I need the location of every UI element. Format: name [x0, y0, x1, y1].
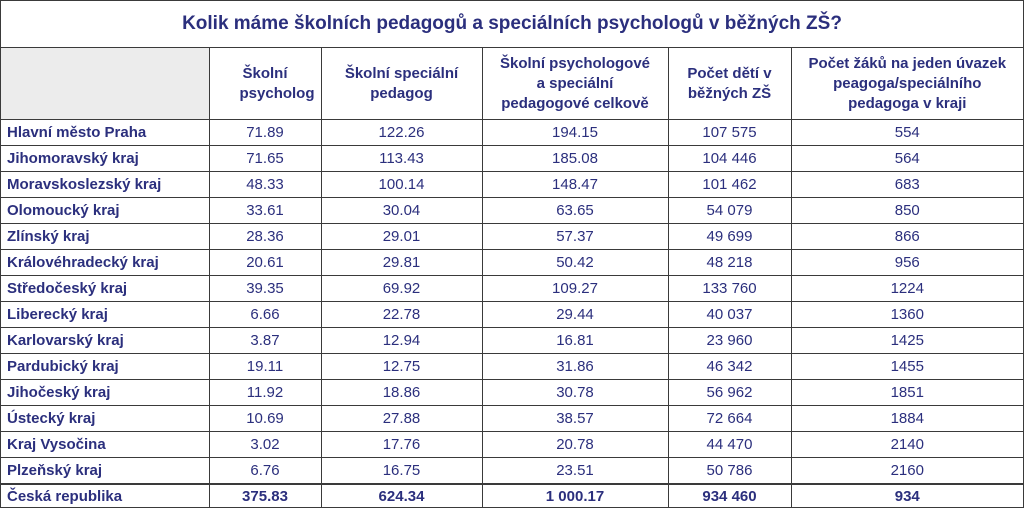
cell-celkove: 30.78: [482, 380, 668, 406]
cell-specialni-pedagog: 29.81: [321, 250, 482, 276]
cell-skolni-psycholog: 3.02: [209, 432, 321, 458]
cell-specialni-pedagog: 22.78: [321, 302, 482, 328]
cell-celkove: 20.78: [482, 432, 668, 458]
cell-region: Moravskoslezský kraj: [1, 172, 209, 198]
cell-celkove: 185.08: [482, 146, 668, 172]
cell-skolni-psycholog: 6.76: [209, 458, 321, 485]
header-skolni-specialni-pedagog: Školní speciální pedagog: [321, 48, 482, 120]
table-row: [1, 172, 1023, 198]
cell-specialni-pedagog: 12.75: [321, 354, 482, 380]
total-cell-celkove: 1 000.17: [482, 484, 668, 508]
cell-zaku-na-uvazek: 2160: [791, 458, 1023, 485]
cell-zaku-na-uvazek: 554: [791, 120, 1023, 146]
cell-specialni-pedagog: 12.94: [321, 328, 482, 354]
table-row: [1, 328, 1023, 354]
header-pocet-deti: Počet dětí v běžných ZŠ: [668, 48, 791, 120]
total-cell-pocet-deti: 934 460: [668, 484, 791, 508]
cell-pocet-deti: 23 960: [668, 328, 791, 354]
cell-skolni-psycholog: 71.65: [209, 146, 321, 172]
cell-zaku-na-uvazek: 866: [791, 224, 1023, 250]
cell-celkove: 194.15: [482, 120, 668, 146]
cell-celkove: 57.37: [482, 224, 668, 250]
header-celkove: Školní psychologové a speciální pedagogové celkově: [482, 48, 668, 120]
cell-celkove: 29.44: [482, 302, 668, 328]
cell-skolni-psycholog: 6.66: [209, 302, 321, 328]
cell-zaku-na-uvazek: 956: [791, 250, 1023, 276]
cell-skolni-psycholog: 19.11: [209, 354, 321, 380]
cell-specialni-pedagog: 27.88: [321, 406, 482, 432]
cell-skolni-psycholog: 48.33: [209, 172, 321, 198]
cell-region: Olomoucký kraj: [1, 198, 209, 224]
cell-region: Zlínský kraj: [1, 224, 209, 250]
table-row: [1, 380, 1023, 406]
table-row: [1, 406, 1023, 432]
total-row: [1, 484, 1023, 508]
cell-zaku-na-uvazek: 1455: [791, 354, 1023, 380]
cell-region: Jihomoravský kraj: [1, 146, 209, 172]
cell-region: Plzeňský kraj: [1, 458, 209, 485]
table-title: Kolik máme školních pedagogů a speciálních psychologů v běžných ZŠ?: [1, 1, 1023, 48]
cell-zaku-na-uvazek: 850: [791, 198, 1023, 224]
cell-region: Karlovarský kraj: [1, 328, 209, 354]
cell-zaku-na-uvazek: 1360: [791, 302, 1023, 328]
cell-skolni-psycholog: 39.35: [209, 276, 321, 302]
cell-region: Liberecký kraj: [1, 302, 209, 328]
table-row: [1, 120, 1023, 146]
cell-specialni-pedagog: 16.75: [321, 458, 482, 485]
cell-pocet-deti: 44 470: [668, 432, 791, 458]
table-row: [1, 224, 1023, 250]
cell-pocet-deti: 46 342: [668, 354, 791, 380]
header-corner: [1, 48, 209, 120]
cell-region: Pardubický kraj: [1, 354, 209, 380]
cell-pocet-deti: 50 786: [668, 458, 791, 485]
header-skolni-psycholog: Školní psycholog: [209, 48, 321, 120]
cell-region: Jihočeský kraj: [1, 380, 209, 406]
cell-specialni-pedagog: 29.01: [321, 224, 482, 250]
cell-celkove: 50.42: [482, 250, 668, 276]
cell-pocet-deti: 48 218: [668, 250, 791, 276]
cell-zaku-na-uvazek: 683: [791, 172, 1023, 198]
cell-skolni-psycholog: 28.36: [209, 224, 321, 250]
cell-pocet-deti: 133 760: [668, 276, 791, 302]
cell-skolni-psycholog: 3.87: [209, 328, 321, 354]
cell-zaku-na-uvazek: 1425: [791, 328, 1023, 354]
table-row: [1, 198, 1023, 224]
cell-skolni-psycholog: 33.61: [209, 198, 321, 224]
cell-specialni-pedagog: 30.04: [321, 198, 482, 224]
cell-pocet-deti: 107 575: [668, 120, 791, 146]
table-body: [1, 120, 1023, 508]
total-cell-specialni-pedagog: 624.34: [321, 484, 482, 508]
cell-skolni-psycholog: 71.89: [209, 120, 321, 146]
cell-zaku-na-uvazek: 1884: [791, 406, 1023, 432]
cell-pocet-deti: 49 699: [668, 224, 791, 250]
cell-pocet-deti: 54 079: [668, 198, 791, 224]
cell-celkove: 31.86: [482, 354, 668, 380]
cell-specialni-pedagog: 122.26: [321, 120, 482, 146]
cell-region: Ústecký kraj: [1, 406, 209, 432]
cell-zaku-na-uvazek: 564: [791, 146, 1023, 172]
cell-celkove: 38.57: [482, 406, 668, 432]
cell-region: Královéhradecký kraj: [1, 250, 209, 276]
cell-specialni-pedagog: 69.92: [321, 276, 482, 302]
header-row: [1, 48, 1023, 120]
cell-region: Hlavní město Praha: [1, 120, 209, 146]
cell-pocet-deti: 56 962: [668, 380, 791, 406]
cell-zaku-na-uvazek: 2140: [791, 432, 1023, 458]
cell-skolni-psycholog: 20.61: [209, 250, 321, 276]
table-row: [1, 458, 1023, 485]
cell-specialni-pedagog: 18.86: [321, 380, 482, 406]
cell-pocet-deti: 40 037: [668, 302, 791, 328]
cell-zaku-na-uvazek: 1224: [791, 276, 1023, 302]
total-cell-region: Česká republika: [1, 484, 209, 508]
cell-zaku-na-uvazek: 1851: [791, 380, 1023, 406]
table-row: [1, 276, 1023, 302]
table-row: [1, 354, 1023, 380]
cell-skolni-psycholog: 11.92: [209, 380, 321, 406]
cell-celkove: 63.65: [482, 198, 668, 224]
cell-pocet-deti: 72 664: [668, 406, 791, 432]
cell-pocet-deti: 104 446: [668, 146, 791, 172]
cell-region: Kraj Vysočina: [1, 432, 209, 458]
table-row: [1, 302, 1023, 328]
table-row: [1, 432, 1023, 458]
cell-specialni-pedagog: 100.14: [321, 172, 482, 198]
cell-celkove: 16.81: [482, 328, 668, 354]
table-row: [1, 146, 1023, 172]
cell-skolni-psycholog: 10.69: [209, 406, 321, 432]
total-cell-zaku-na-uvazek: 934: [791, 484, 1023, 508]
cell-celkove: 148.47: [482, 172, 668, 198]
table-row: [1, 250, 1023, 276]
data-table: [1, 48, 1023, 508]
cell-specialni-pedagog: 17.76: [321, 432, 482, 458]
cell-celkove: 109.27: [482, 276, 668, 302]
total-cell-skolni-psycholog: 375.83: [209, 484, 321, 508]
cell-region: Středočeský kraj: [1, 276, 209, 302]
cell-celkove: 23.51: [482, 458, 668, 485]
cell-specialni-pedagog: 113.43: [321, 146, 482, 172]
cell-pocet-deti: 101 462: [668, 172, 791, 198]
header-zaku-na-uvazek: Počet žáků na jeden úvazek peagoga/speciálního pedagoga v kraji: [791, 48, 1023, 120]
